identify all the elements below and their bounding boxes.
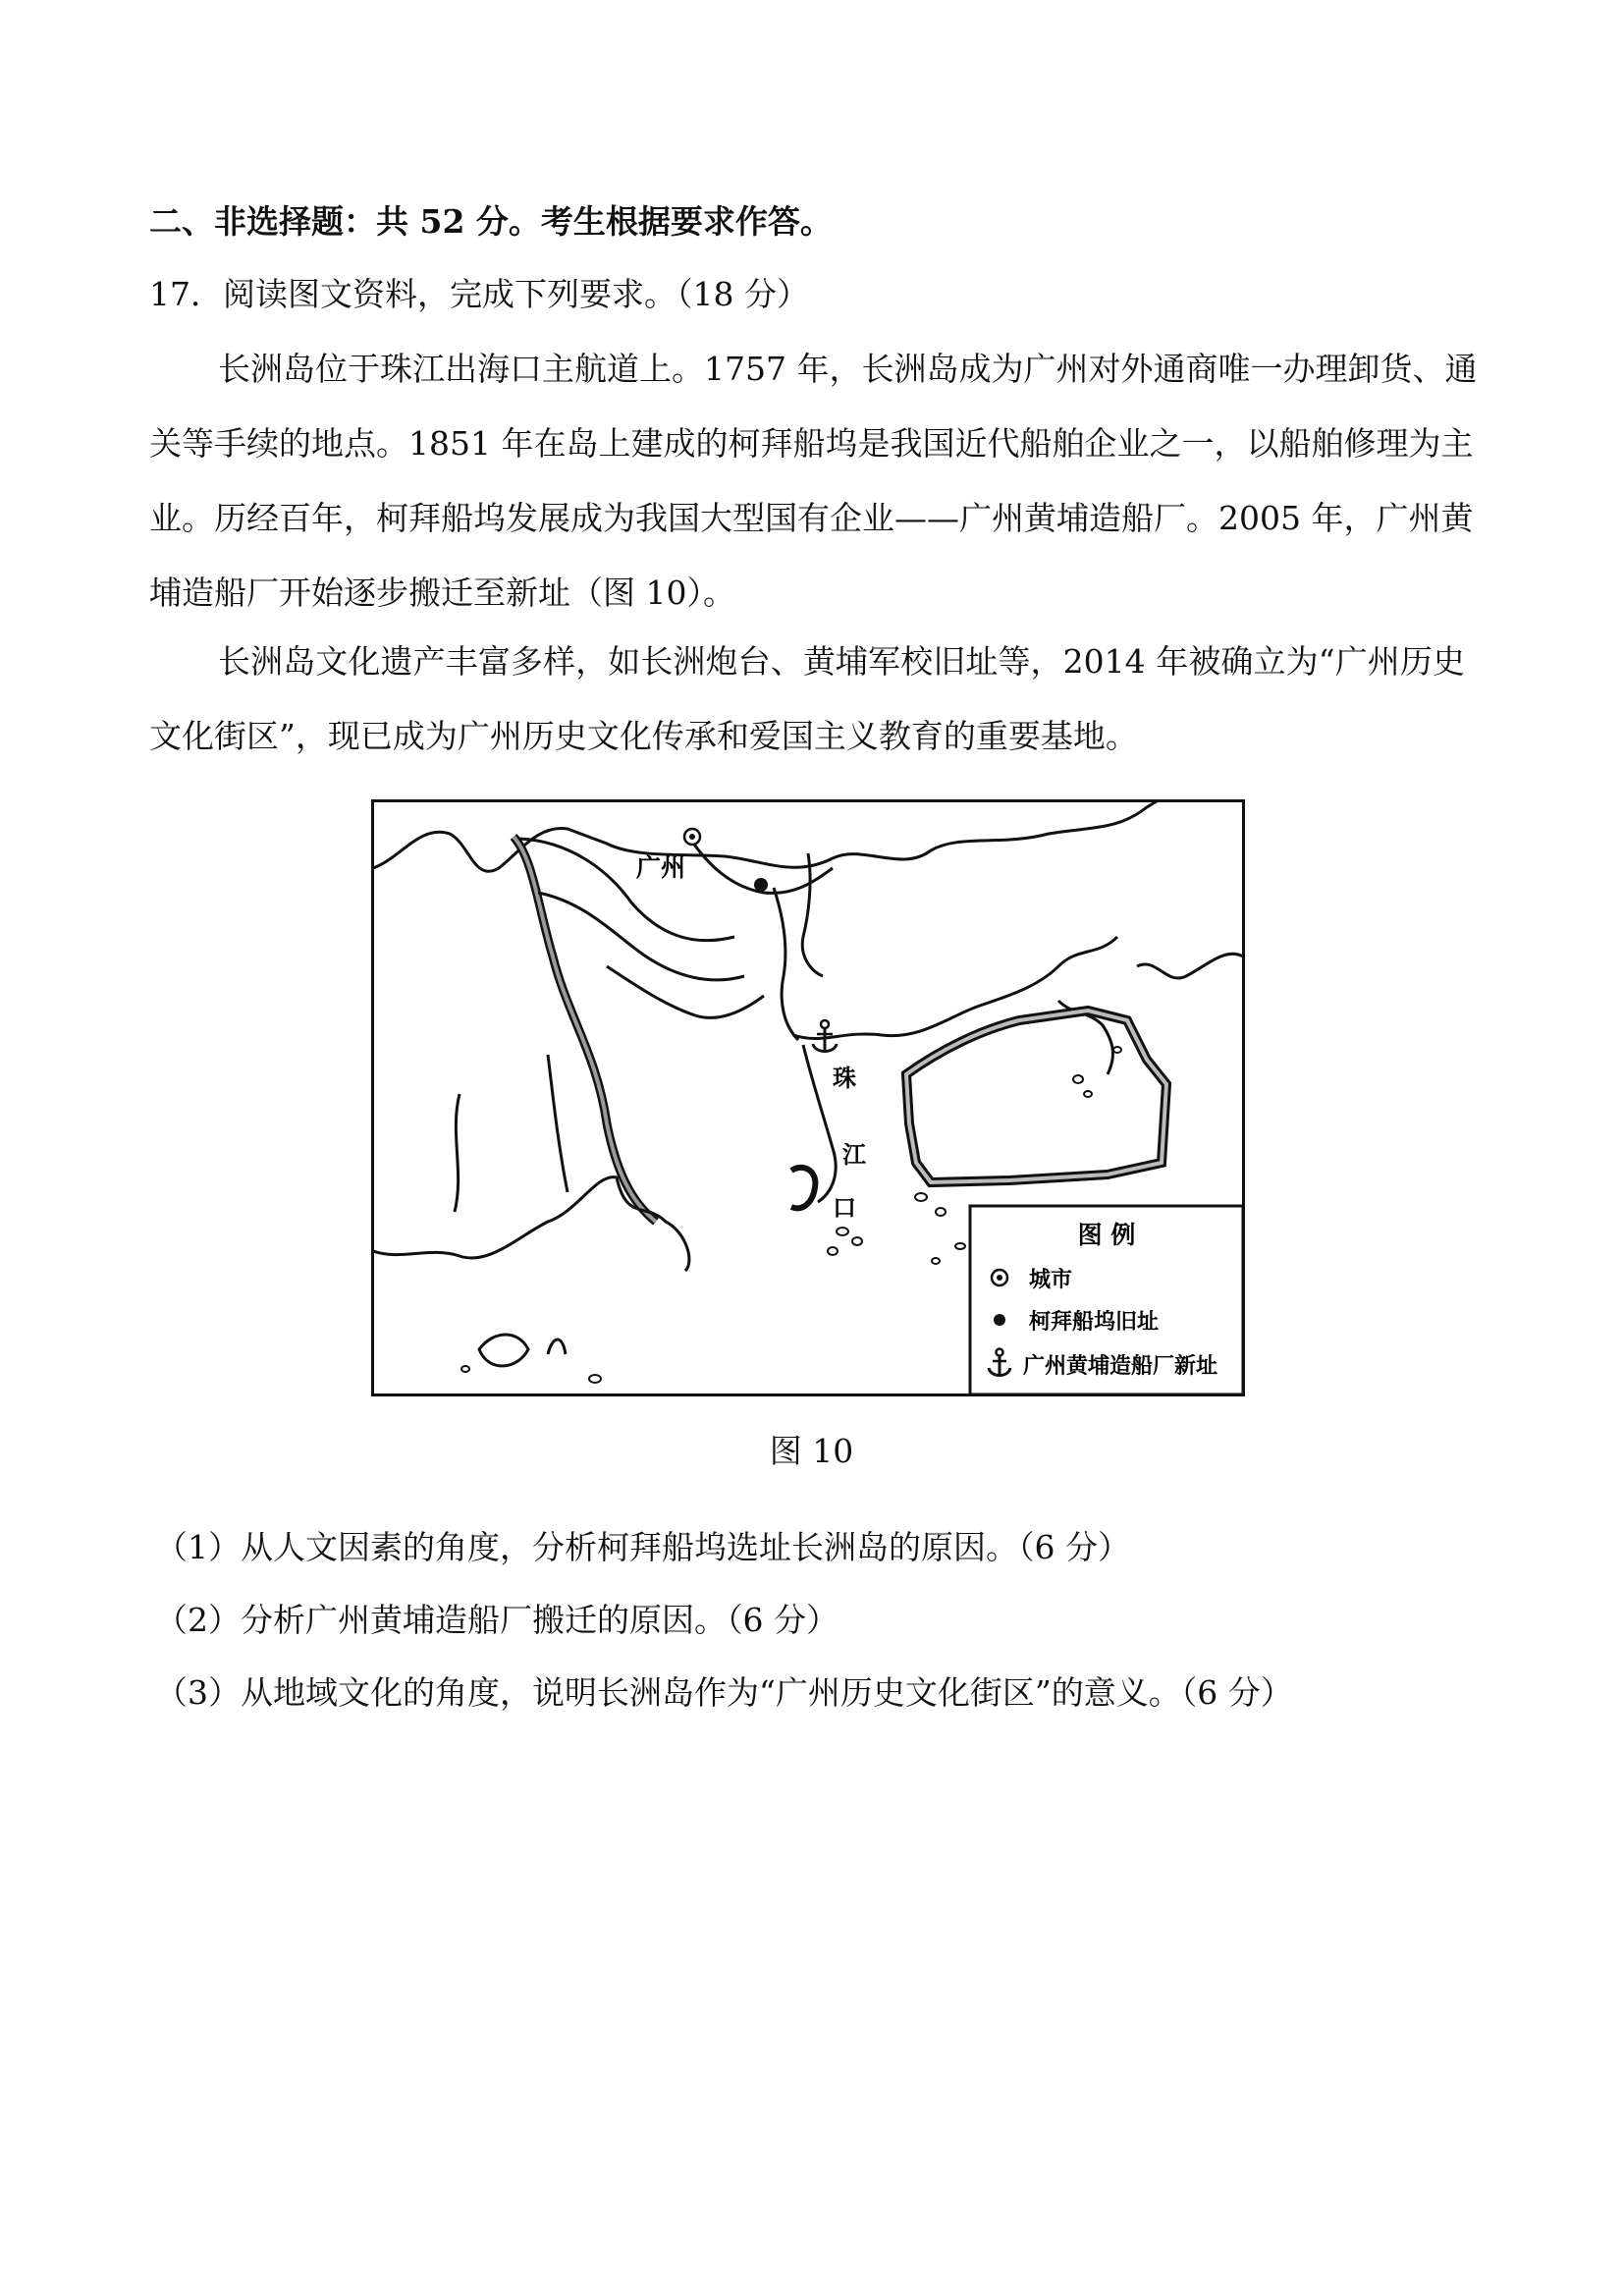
city-circle-icon-center <box>689 834 695 840</box>
river-label-zhu: 珠 <box>833 1065 856 1092</box>
question-title: 17．阅读图文资料，完成下列要求。（18 分） <box>149 275 809 313</box>
legend-dot-icon <box>994 1314 1005 1326</box>
sub-question-1: （1）从人文因素的角度，分析柯拜船坞选址长洲岛的原因。（6 分） <box>155 1528 1130 1566</box>
couper-dock-dot-icon <box>754 878 768 892</box>
paragraph1-line-1: 长洲岛位于珠江出海口主航道上。1757 年，长洲岛成为广州对外通商唯一办理卸货、通 <box>218 350 1478 388</box>
legend-label-city: 城市 <box>1029 1268 1073 1292</box>
sub-question-2: （2）分析广州黄埔造船厂搬迁的原因。（6 分） <box>155 1601 839 1639</box>
map-legend <box>970 1206 1243 1394</box>
paragraph2-line-1: 长洲岛文化遗产丰富多样，如长洲炮台、黄埔军校旧址等，2014 年被确立为“广州历史 <box>218 642 1465 681</box>
legend-label-shipyard: 广州黄埔造船厂新址 <box>1023 1354 1218 1379</box>
river-label-jiang: 江 <box>842 1141 866 1169</box>
paragraph1-line-2: 关等手续的地点。1851 年在岛上建成的柯拜船坞是我国近代船舶企业之一，以船舶修理为主 <box>149 424 1474 463</box>
section-heading: 二、非选择题：共 52 分。考生根据要求作答。 <box>149 202 833 241</box>
river-label-kou: 口 <box>833 1194 856 1222</box>
legend-city-icon-center <box>997 1275 1002 1281</box>
paragraph1-line-4: 埔造船厂开始逐步搬迁至新址（图 10）。 <box>149 574 735 612</box>
paragraph1-line-3: 业。历经百年，柯拜船坞发展成为我国大型国有企业——广州黄埔造船厂。2005 年，广州黄 <box>149 499 1474 537</box>
legend-title: 图 例 <box>1077 1221 1136 1249</box>
map-drawing <box>371 799 1245 1396</box>
figure-caption: 图 10 <box>769 1432 854 1470</box>
figure-10-map <box>371 799 1245 1396</box>
paragraph2-line-2: 文化街区”，现已成为广州历史文化传承和爱国主义教育的重要基地。 <box>149 717 1138 755</box>
city-label-guangzhou: 广州 <box>636 853 686 882</box>
legend-label-dock: 柯拜船坞旧址 <box>1029 1310 1160 1335</box>
sub-question-3: （3）从地域文化的角度，说明长洲岛作为“广州历史文化街区”的意义。（6 分） <box>155 1673 1293 1712</box>
